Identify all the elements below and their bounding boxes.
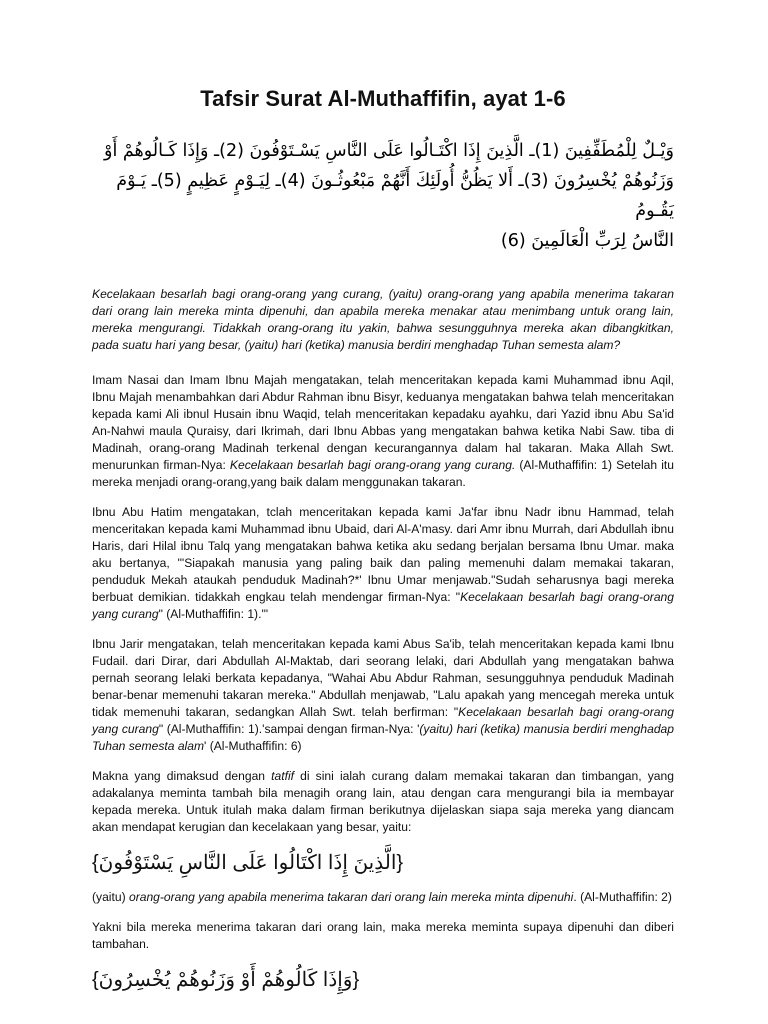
page-title: Tafsir Surat Al-Muthaffifin, ayat 1-6 [200,86,566,111]
term: tatfif [271,769,295,783]
quoted-verse: Kecelakaan besarlah bagi orang-orang yang curang [92,705,674,736]
paragraph-text: Makna yang dimaksud dengan [92,769,272,783]
hadith-paragraph-3 [92,636,674,755]
paragraph-text: Imam Nasai dan Imam Ibnu Majah mengatakan, telah menceritakan kepada kami Muhammad ibnu Aqil, Ibnu Majah menambahkan dari Abdur Rahman ibnu Bisyr, keduanya mengatakan bahwa telah menceritakan kepada kami Ali ibnul Husain ibnu Waqid, telah menceritakan kepadaku ayahku, dari Yazid ibnu Abu Sa'id An-Nahwi maula Quraisy, dari Ikrimah, dari Ibnu Abbas yang mengatakan bahwa ketika Nabi Saw. tiba di Madinah, orang-orang Madinah terkenal dengan kecurangannya dalam hal takaran. Maka Allah Swt. menurunkan firman-Nya: [92,373,674,472]
verse-translation-2 [92,889,674,906]
verse-explanation: Yakni bila mereka menerima takaran dari orang lain, maka mereka meminta supaya dipenuhi dan diberi tambahan. [92,920,674,951]
quoted-verse: Kecelakaan besarlah bagi orang-orang yang curang. [229,458,516,472]
paragraph-text: Ibnu Jarir mengatakan, telah menceritakan kepada kami Abus Sa'ib, telah menceritakan kepada kami Ibnu Fudail. dari Dirar, dari Abdullah Al-Maktab, dari seorang lelaki, dari Abdullah yang mengatakan bahwa pernah seorang lelaki berkata kepadanya, "Wahai Abu Abdur Rahman, sesungguhnya penduduk Madinah benar-benar memenuhi takaran mereka." Abdullah menjawab, "Lalu apakah yang mencegah mereka untuk tidak memenuhi takaran, sedangkan Allah Swt. telah berfirman: " [92,637,674,719]
paragraph-text: (yaitu) [92,890,129,904]
paragraph-text: . (Al-Muthaffifin: 2) [573,890,672,904]
hadith-paragraph-2 [92,504,674,623]
paragraph-text: Ibnu Abu Hatim mengatakan, tclah menceritakan kepada kami Ja'far ibnu Nadr ibnu Hammad, telah menceritakan kepada kami Muhammad ibnu Ubaid, dari Al-A'masy. dari Amr ibnu Murrah, dari Abdullah ibnu Haris, dari Hilal ibnu Talq yang mengatakan bahwa ketika aku sedang berjalan bersama Ibnu Umar. maka aku bertanya, "'Siapakah manusia yang paling baik dan paling memenuhi dalam memakai takaran, penduduk Mekah ataukah penduduk Madinah?*' Ibnu Umar menjawab."Sudah seharusnya bagi mereka berbuat demikian. tidakkah engkau telah mendengar firman-Nya: " [92,505,674,604]
quoted-verse: Kecelakaan besarlah bagi orang-orang yang curang [92,590,674,621]
arabic-verse-3 [92,966,674,994]
arabic-line: وَزَنُوهُمْ يُخْسِرُونَ (3)ـ أَلا يَظُنُّ أُولَئِكَ أَنَّهُمْ مَبْعُوثُـونَ (4)ـ لِيَـوْمٍ عَظِيمٍ (5)ـ يَـوْمَ يَقُـومُ [116,171,674,221]
arabic-line: وَيْـلٌ لِلْمُطَفِّفِينَ (1)ـ الَّذِينَ إِذَا اكْتَـالُوا عَلَى النَّاسِ يَسْـتَوْفُونَ (2)ـ وَإِذَا كَـالُوهُمْ أَوْ [104,141,674,161]
paragraph-text: " (Al-Muthaffifin: 1).'sampai dengan firman-Nya: ' [158,722,420,736]
explanation-paragraph [92,768,674,836]
paragraph-text: di sini ialah curang dalam memakai takaran dan timbangan, yang adakalanya meminta tambah bila menagih orang lain, atau dengan cara mengurangi bila ia membayar kepada mereka. Untuk itulah maka dalam firman berikutnya dijelaskan siapa saja mereka yang diancam akan mendapat kerugian dan kecelakaan yang besar, yaitu: [92,769,674,834]
arabic-line: النَّاسُ لِرَبِّ الْعَالَمِينَ (6) [500,231,674,251]
paragraph-text: ' (Al-Muthaffifin: 6) [204,739,302,753]
quoted-verse: orang-orang yang apabila menerima takaran dari orang lain mereka minta dipenuhi [128,890,574,904]
arabic-verses-block [92,136,674,256]
quoted-verse: (yaitu) hari (ketika) manusia berdiri menghadap Tuhan semesta alam [92,722,674,753]
paragraph-text: (Al-Muthaffifin: 1) Setelah itu mereka menjadi orang-orang,yang baik dalam menggunakan takaran. [92,458,674,489]
paragraph-text: " (Al-Muthaffifin: 1).'" [158,607,269,621]
arabic-verse-text: {وَإِذَا كَالُوهُمْ أَوْ وَزَنُوهُمْ يُخْسِرُونَ} [92,969,360,991]
arabic-verse-2 [92,849,674,877]
arabic-verse-text: {الَّذِينَ إِذَا اكْتَالُوا عَلَى النَّاسِ يَسْتَوْفُونَ} [92,852,404,874]
translation-paragraph: Kecelakaan besarlah bagi orang-orang yang curang, (yaitu) orang-orang yang apabila menerima takaran dari orang lain mereka minta dipenuhi, dan apabila mereka menakar atau menimbang untuk orang lain, mereka mengurangi. Tidakkah orang-orang itu yakin, bahwa sesungguhnya mereka akan dibangkitkan, pada suatu hari yang besar, (yaitu) hari (ketika) manusia berdiri menghadap Tuhan semesta alam? [92,287,674,352]
hadith-paragraph-1 [92,372,674,491]
